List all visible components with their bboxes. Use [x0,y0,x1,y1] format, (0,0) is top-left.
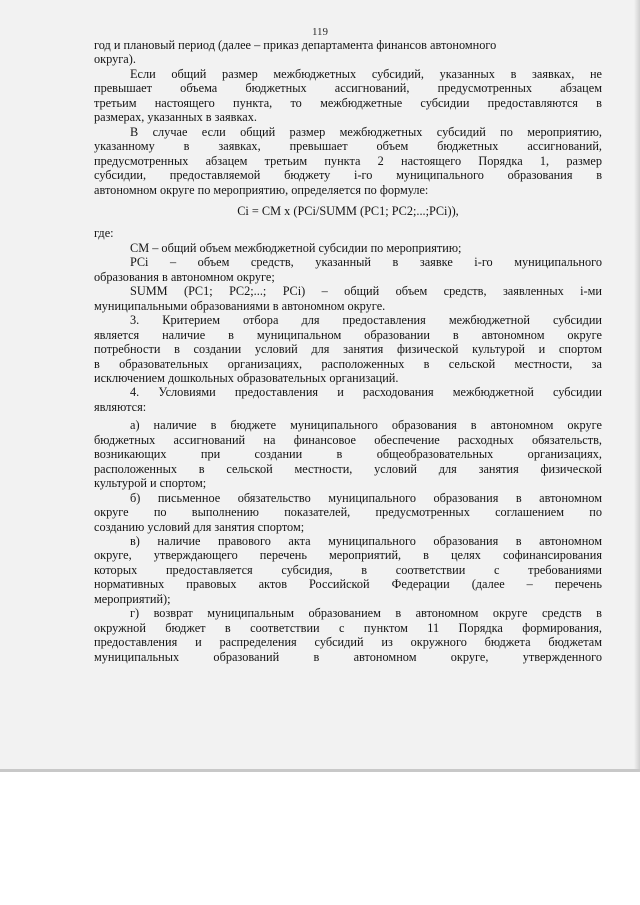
text-line: мероприятий); [94,591,171,606]
text-line: округе, утверждающего перечень мероприятий, в целях софинансирования [94,548,602,563]
document-body [94,38,602,664]
text-line: б) письменное обязательство муниципального образования в автономном [130,490,602,505]
text-line: в) наличие правового акта муниципального образования в автономном [130,533,602,548]
text-line: созданию условий для занятия спортом; [94,519,305,534]
text-line: предоставления и распределения субсидий из окружного бюджета бюджетам [94,635,602,650]
text-line: В случае если общий размер межбюджетных субсидий по мероприятию, [130,124,602,139]
text-line: являются: [94,399,147,414]
text-line: которых предоставляется субсидия, в соответствии с требованиями [94,562,602,577]
text-line: размерах, указанных в заявках. [94,110,257,125]
text-line: округа). [94,52,136,67]
text-line: где: [94,226,114,241]
text-line: окружной бюджет в соответствии с пунктом 11 Порядка формирования, [94,620,602,635]
text-line: является наличие в муниципальном образовании в автономном округе [94,327,602,342]
text-line: PCi – объем средств, указанный в заявке i-го муниципального [130,255,602,270]
text-line: округе по выполнению показателей, предусмотренных соглашением по [94,505,602,520]
text-line: 3. Критерием отбора для предоставления межбюджетной субсидии [130,313,602,328]
text-line: SUMM (PC1; PC2;...; PCi) – общий объем средств, заявленных i-ми [130,284,602,299]
text-line: третьим настоящего пункта, то межбюджетные субсидии предоставляются в [94,95,602,110]
text-line: исключением дошкольных образовательных организаций. [94,370,399,385]
text-line: автономном округе по мероприятию, определяется по формуле: [94,182,429,197]
text-line: 4. Условиями предоставления и расходования межбюджетной субсидии [130,385,602,400]
text-line: расположенных в сельской местности, условий для занятия физической [94,461,602,476]
text-line: возникающих при создании в общеобразовательных организациях, [94,447,602,462]
text-line: г) возврат муниципальным образованием в автономном округе средств в [130,606,602,621]
text-line: Если общий размер межбюджетных субсидий, указанных в заявках, не [130,66,602,81]
page-number: 119 [311,26,329,38]
text-line: муниципальными образованиями в автономном округе. [94,298,386,313]
text-line: превышает объема бюджетных ассигнований, предусмотренных абзацем [94,81,602,96]
text-line: год и плановый период (далее – приказ департамента финансов автономного [94,38,497,52]
text-line: муниципальных образований в автономном округе, утвержденного [94,649,602,664]
text-line: CM – общий объем межбюджетной субсидии по мероприятию; [130,240,462,255]
formula: Ci = CM x (PCi/SUMM (PC1; PC2;...;PCi)), [237,203,459,218]
text-line: указанному в заявках, превышает объем бюджетных ассигнований, [94,139,602,154]
text-line: в образовательных организациях, расположенных в сельской местности, за [94,356,602,371]
text-line: субсидии, предоставляемой бюджету i-го муниципального образования в [94,168,602,183]
text-line: предусмотренных абзацем третьим пункта 2 настоящего Порядка 1, размер [94,153,602,168]
text-line: бюджетных ассигнований на финансовое обеспечение расходных обязательств, [94,432,602,447]
text-line: культурой и спортом; [94,476,207,491]
text-line: потребности в создании условий для занятия физической культурой и спортом [94,342,602,357]
text-line: образования в автономном округе; [94,269,275,284]
text-line: нормативных правовых актов Российской Федерации (далее – перечень [94,577,602,592]
text-line: а) наличие в бюджете муниципального образования в автономном округе [130,418,602,433]
